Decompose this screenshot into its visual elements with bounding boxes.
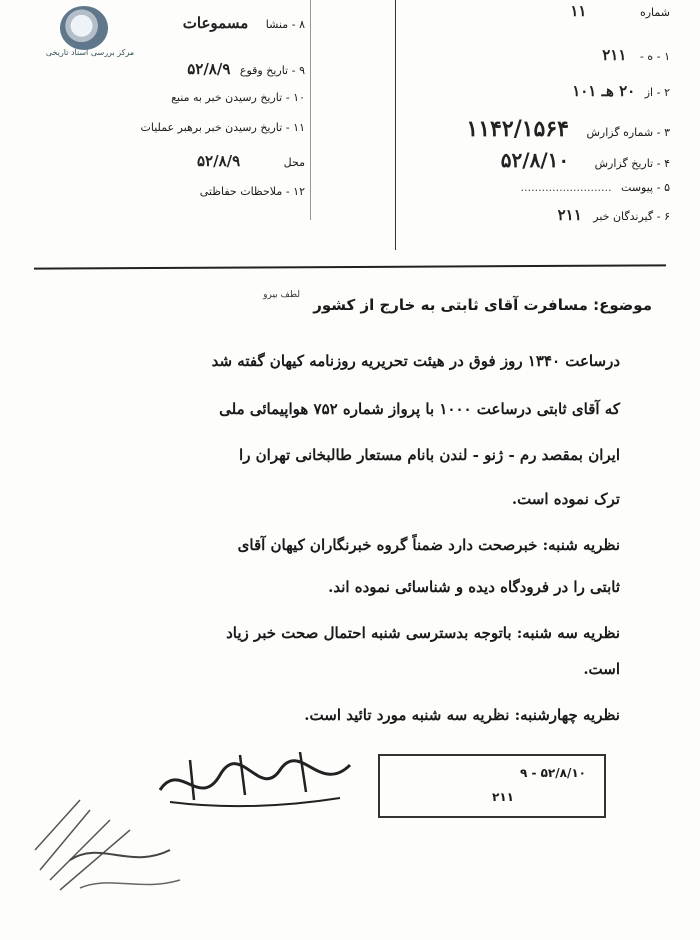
body-line: ایران بمقصد رم - ژنو - لندن بانام مستعار طالبخانی تهران را xyxy=(239,446,620,464)
form-value: ۱۱۴۲/۱۵۶۴ xyxy=(466,116,569,142)
form-value: ۲۱۱ xyxy=(602,46,627,64)
form-label: محل xyxy=(283,156,305,169)
form-value: ۵۲/۸/۹ xyxy=(196,152,241,170)
form-value: ۵۲/۸/۱۰ xyxy=(500,148,570,172)
form-row xyxy=(521,182,670,193)
form-label: ۱۰ - تاریخ رسیدن خبر به منبع xyxy=(171,91,305,104)
form-row xyxy=(572,84,670,99)
form-label: ۱۱ - تاریخ رسیدن خبر برهبر عملیات xyxy=(140,121,305,134)
stamp-date: ۵۲/۸/۱۰ - ۹ xyxy=(519,766,586,780)
form-label: ۵ - پیوست xyxy=(621,181,670,194)
body-line: نظریه سه شنبه: باتوجه بدسترسی شنبه احتمال صحت خبر زیاد xyxy=(226,624,620,642)
body-line: درساعت ۱۳۴۰ روز فوق در هیئت تحریریه روزنامه کیهان گفته شد xyxy=(211,352,620,370)
body-line: که آقای ثابتی درساعت ۱۰۰۰ با پرواز شماره ۷۵۲ هواپیمائی ملی xyxy=(219,400,620,418)
date-stamp xyxy=(378,754,606,818)
form-label: ۳ - شماره گزارش xyxy=(586,126,670,139)
form-dots: .......................... xyxy=(520,181,612,194)
report-form-left xyxy=(35,0,305,200)
form-row xyxy=(466,118,670,140)
form-label: ۲ - از xyxy=(644,86,670,99)
form-value: ۲۱۱ xyxy=(557,206,582,224)
form-label: ۱۲ - ملاحظات حفاظتی xyxy=(199,185,305,198)
form-value: ۵۲/۸/۹ xyxy=(187,60,231,78)
body-line: نظریه شنبه: خبرصحت دارد ضمناً گروه خبرنگاران کیهان آقای xyxy=(237,536,620,554)
form-row xyxy=(141,122,305,133)
form-label: ۸ - منشا xyxy=(265,18,305,31)
section-rule xyxy=(34,264,666,269)
form-label: ۴ - تاریخ گزارش xyxy=(594,157,670,170)
body-line: ترک نموده است. xyxy=(511,490,620,508)
form-row xyxy=(200,186,305,197)
form-divider xyxy=(395,0,396,250)
body-line: نظریه چهارشنبه: نظریه سه شنبه مورد تائید است. xyxy=(304,706,620,724)
archive-logo-text: مرکز بررسی اسناد تاریخی xyxy=(45,48,135,57)
form-row xyxy=(187,62,305,77)
form-row xyxy=(197,154,305,169)
form-row xyxy=(171,92,305,103)
form-label: ۹ - تاریخ وقوع xyxy=(239,64,305,77)
form-label: ۶ - گیرندگان خبر xyxy=(593,210,670,223)
body-line: است. xyxy=(583,660,620,678)
report-subject: موضوع: مسافرت آقای ثابتی به خارج از کشور xyxy=(313,296,652,314)
form-row xyxy=(558,208,670,223)
form-value: ۱۱ xyxy=(570,2,587,20)
form-divider xyxy=(310,0,311,220)
stamp-number: ۲۱۱ xyxy=(492,790,514,804)
form-row xyxy=(501,150,670,170)
report-form-right xyxy=(370,0,670,240)
form-label: ۱ - ه - xyxy=(639,50,670,63)
form-value: ۲۰ هـ ۱۰۱ xyxy=(572,82,636,100)
body-line: ثابتی را در فرودگاه دیده و شناسائی نموده اند. xyxy=(328,578,620,596)
form-value: مسموعات xyxy=(182,14,249,32)
form-row xyxy=(570,4,670,19)
subject-annotation: لطف بیرو xyxy=(263,290,300,300)
form-row xyxy=(183,16,305,31)
form-label: شماره xyxy=(639,6,670,19)
margin-scribble xyxy=(30,780,190,900)
form-row xyxy=(602,48,670,63)
